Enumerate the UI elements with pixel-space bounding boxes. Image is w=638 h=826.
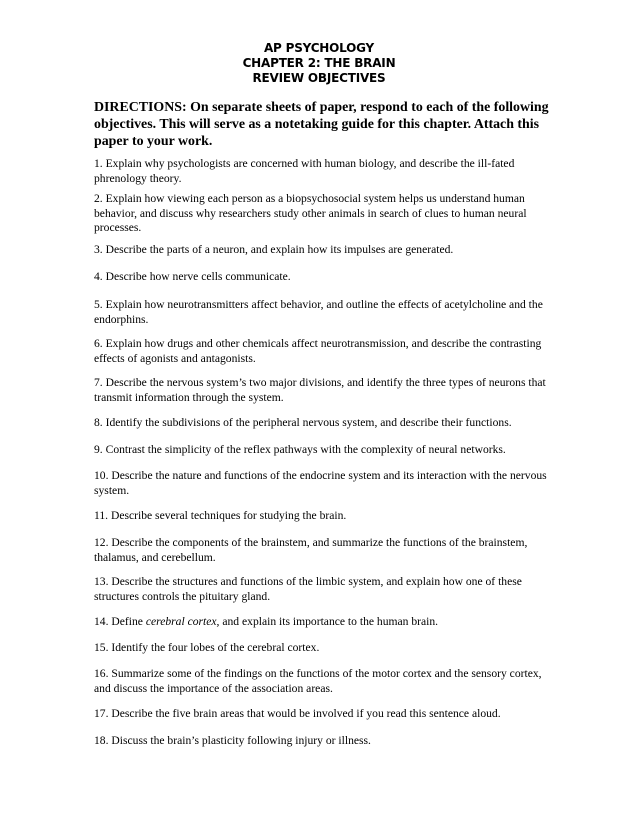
objective-4: 4. Describe how nerve cells communicate. [94,270,291,283]
directions-paragraph: DIRECTIONS: On separate sheets of paper, respond to each of the following objectives. This will serve as a notetaking guide for this chapter. Attach this paper to your work. [94,100,549,149]
chapter-title: CHAPTER 2: THE BRAIN [242,56,396,70]
objective-15: 15. Identify the four lobes of the cerebral cortex. [94,641,320,654]
document-heading [0,41,638,86]
objective-17: 17. Describe the five brain areas that would be involved if you read this sentence aloud. [94,707,501,720]
objective-14-term: cerebral cortex, [145,615,220,628]
objective-11: 11. Describe several techniques for studying the brain. [94,509,347,522]
objective-14-lead: 14. Define [94,615,146,628]
objective-18: 18. Discuss the brain’s plasticity following injury or illness. [94,734,371,747]
objective-6: 6. Explain how drugs and other chemicals affect neurotransmission, and describe the contrasting effects of agonists and antagonists. [94,337,542,365]
course-title: AP PSYCHOLOGY [263,41,375,55]
objective-8: 8. Identify the subdivisions of the peripheral nervous system, and describe their functions. [94,416,512,429]
objective-1: 1. Explain why psychologists are concerned with human biology, and describe the ill-fated phrenology theory. [94,157,515,185]
objective-12: 12. Describe the components of the brainstem, and summarize the functions of the brainstem, thalamus, and cerebellum. [94,536,528,564]
objective-13: 13. Describe the structures and functions of the limbic system, and explain how one of these structures controls the pituitary gland. [94,575,522,603]
objective-16: 16. Summarize some of the findings on the functions of the motor cortex and the sensory cortex, and discuss the importance of the association areas. [94,667,542,695]
objective-14 [94,615,550,630]
objective-3: 3. Describe the parts of a neuron, and explain how its impulses are generated. [94,243,454,256]
objective-5: 5. Explain how neurotransmitters affect behavior, and outline the effects of acetylcholine and the endorphins. [94,298,543,326]
objective-7: 7. Describe the nervous system’s two major divisions, and identify the three types of neurons that transmit information through the system. [94,376,546,404]
objective-2: 2. Explain how viewing each person as a biopsychosocial system helps us understand human behavior, and discuss why researchers study other animals in search of clues to human neural processes. [94,192,527,235]
objective-9: 9. Contrast the simplicity of the reflex pathways with the complexity of neural networks. [94,443,506,456]
objective-14-rest: and explain its importance to the human brain. [219,615,439,628]
section-title: REVIEW OBJECTIVES [252,71,386,85]
objective-10: 10. Describe the nature and functions of the endocrine system and its interaction with the nervous system. [94,469,547,497]
